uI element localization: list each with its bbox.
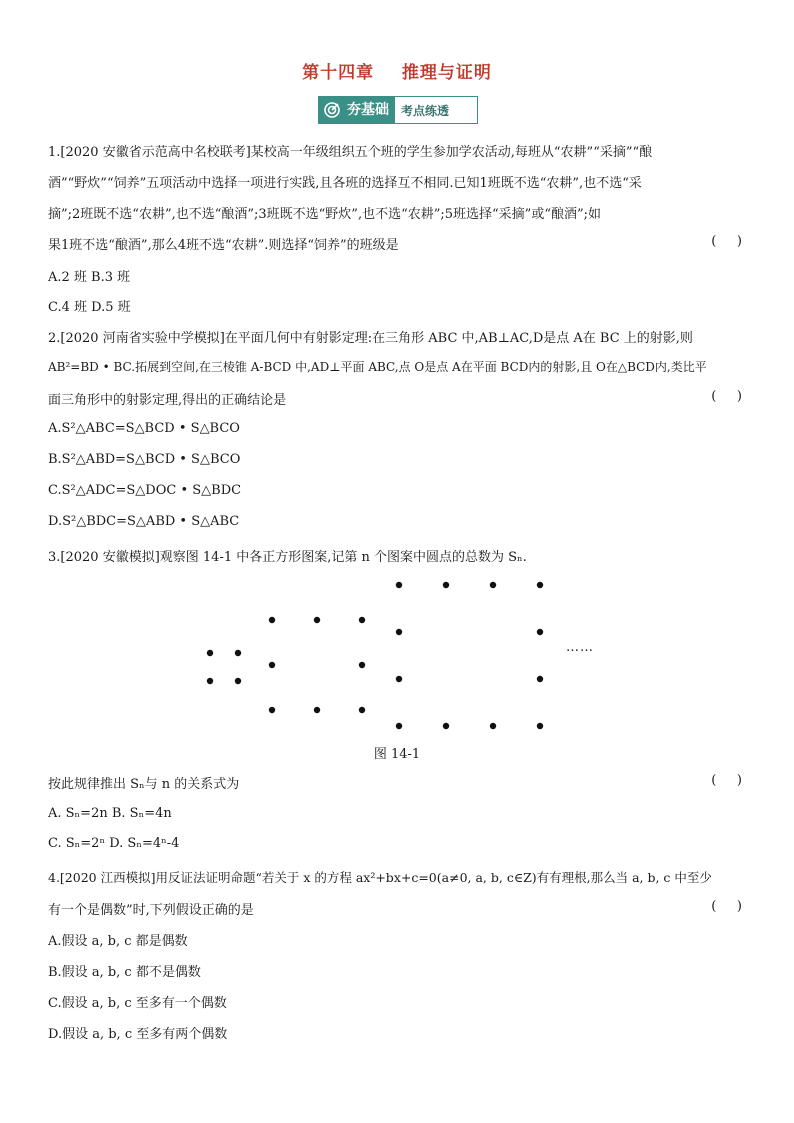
pattern-3-dot xyxy=(396,582,402,588)
pattern-3-dot xyxy=(443,723,449,729)
pattern-1-dot xyxy=(207,650,213,656)
pattern-2-dot xyxy=(269,617,275,623)
q4-option-c: C.假设 a, b, c 至多有一个偶数 xyxy=(48,996,227,1011)
pattern-2-dot xyxy=(314,707,320,713)
pattern-3-dot xyxy=(537,723,543,729)
pattern-3-dot xyxy=(396,723,402,729)
q1-line-3: 摘”;2班既不选“农耕”,也不选“酿酒”;3班既不选“野炊”,也不选“农耕”;5班选择“采摘”或“酿酒”;如 xyxy=(48,207,601,222)
pattern-2-dot xyxy=(359,617,365,623)
q1-line-2: 酒”“野炊”“饲养”五项活动中选择一项进行实践,且各班的选择互不相同.已知1班既不选“农耕”,也不选“采 xyxy=(48,176,642,191)
q2-line-1: 2.[2020 河南省实验中学模拟]在平面几何中有射影定理:在三角形 ABC 中,AB⊥AC,D是点 A在 BC 上的射影,则 xyxy=(48,331,693,346)
q1-line-4: 果1班不选“酿酒”,那么4班不选“农耕”.则选择“饲养”的班级是 xyxy=(48,238,399,253)
q4-line-2: 有一个是偶数”时,下列假设正确的是 xyxy=(48,903,254,918)
figure-caption: 图 14-1 xyxy=(373,747,421,762)
q1-line-1: 1.[2020 安徽省示范高中名校联考]某校高一年级组织五个班的学生参加学农活动,每班从“农耕”“采摘”“酿 xyxy=(48,145,653,160)
q3-options-cd: C. Sₙ=2ⁿ D. Sₙ=4ⁿ-4 xyxy=(48,836,180,851)
pattern-3-dot xyxy=(396,629,402,635)
q2-option-b: B.S²△ABD=S△BCD • S△BCO xyxy=(48,452,241,467)
q2-option-d: D.S²△BDC=S△ABD • S△ABC xyxy=(48,514,240,529)
q4-answer-paren: ( ) xyxy=(711,899,742,914)
pattern-3-dot xyxy=(537,676,543,682)
q2-line-2: AB²=BD • BC.拓展到空间,在三棱锥 A-BCD 中,AD⊥平面 ABC,点 O是点 A在平面 BCD内的射影,且 O在△BCD内,类比平 xyxy=(48,360,707,374)
badge-main-label: 夯基础 xyxy=(345,97,395,123)
chapter-title: 第十四章 推理与证明 xyxy=(302,63,492,83)
pattern-2-dot xyxy=(269,662,275,668)
q2-answer-paren: ( ) xyxy=(711,389,742,404)
q3-answer-paren: ( ) xyxy=(711,773,742,788)
pattern-2-dot xyxy=(314,617,320,623)
pattern-2-dot xyxy=(359,662,365,668)
q4-option-a: A.假设 a, b, c 都是偶数 xyxy=(48,934,188,949)
q1-answer-paren: ( ) xyxy=(711,234,742,249)
q1-options-ab: A.2 班 B.3 班 xyxy=(48,270,131,285)
pattern-3-dot xyxy=(396,676,402,682)
q4-option-d: D.假设 a, b, c 至多有两个偶数 xyxy=(48,1027,228,1042)
q4-line-1: 4.[2020 江西模拟]用反证法证明命题“若关于 x 的方程 ax²+bx+c=0(a≠0, a, b, c∈Z)有有理根,那么当 a, b, c 中至少 xyxy=(48,870,712,885)
q2-option-c: C.S²△ADC=S△DOC • S△BDC xyxy=(48,483,242,498)
q2-line-3: 面三角形中的射影定理,得出的正确结论是 xyxy=(48,393,287,408)
pattern-3-dot xyxy=(490,723,496,729)
q3-options-ab: A. Sₙ=2n B. Sₙ=4n xyxy=(48,806,172,821)
pattern-3-dot xyxy=(443,582,449,588)
pattern-1-dot xyxy=(235,678,241,684)
q1-options-cd: C.4 班 D.5 班 xyxy=(48,300,131,315)
pattern-2-dot xyxy=(269,707,275,713)
pattern-3-dot xyxy=(537,629,543,635)
q3-line-1: 3.[2020 安徽模拟]观察图 14-1 中各正方形图案,记第 n 个图案中圆点的总数为 Sₙ. xyxy=(48,550,527,565)
pattern-1-dot xyxy=(207,678,213,684)
q4-option-b: B.假设 a, b, c 都不是偶数 xyxy=(48,965,201,980)
pattern-3-dot xyxy=(490,582,496,588)
pattern-2-dot xyxy=(359,707,365,713)
figure-ellipsis: …… xyxy=(566,640,594,655)
pattern-3-dot xyxy=(537,582,543,588)
q3-line-2: 按此规律推出 Sₙ与 n 的关系式为 xyxy=(48,777,240,792)
pattern-1-dot xyxy=(235,650,241,656)
badge-sub-label: 考点练透 xyxy=(401,103,450,118)
q2-option-a: A.S²△ABC=S△BCD • S△BCO xyxy=(48,421,240,436)
